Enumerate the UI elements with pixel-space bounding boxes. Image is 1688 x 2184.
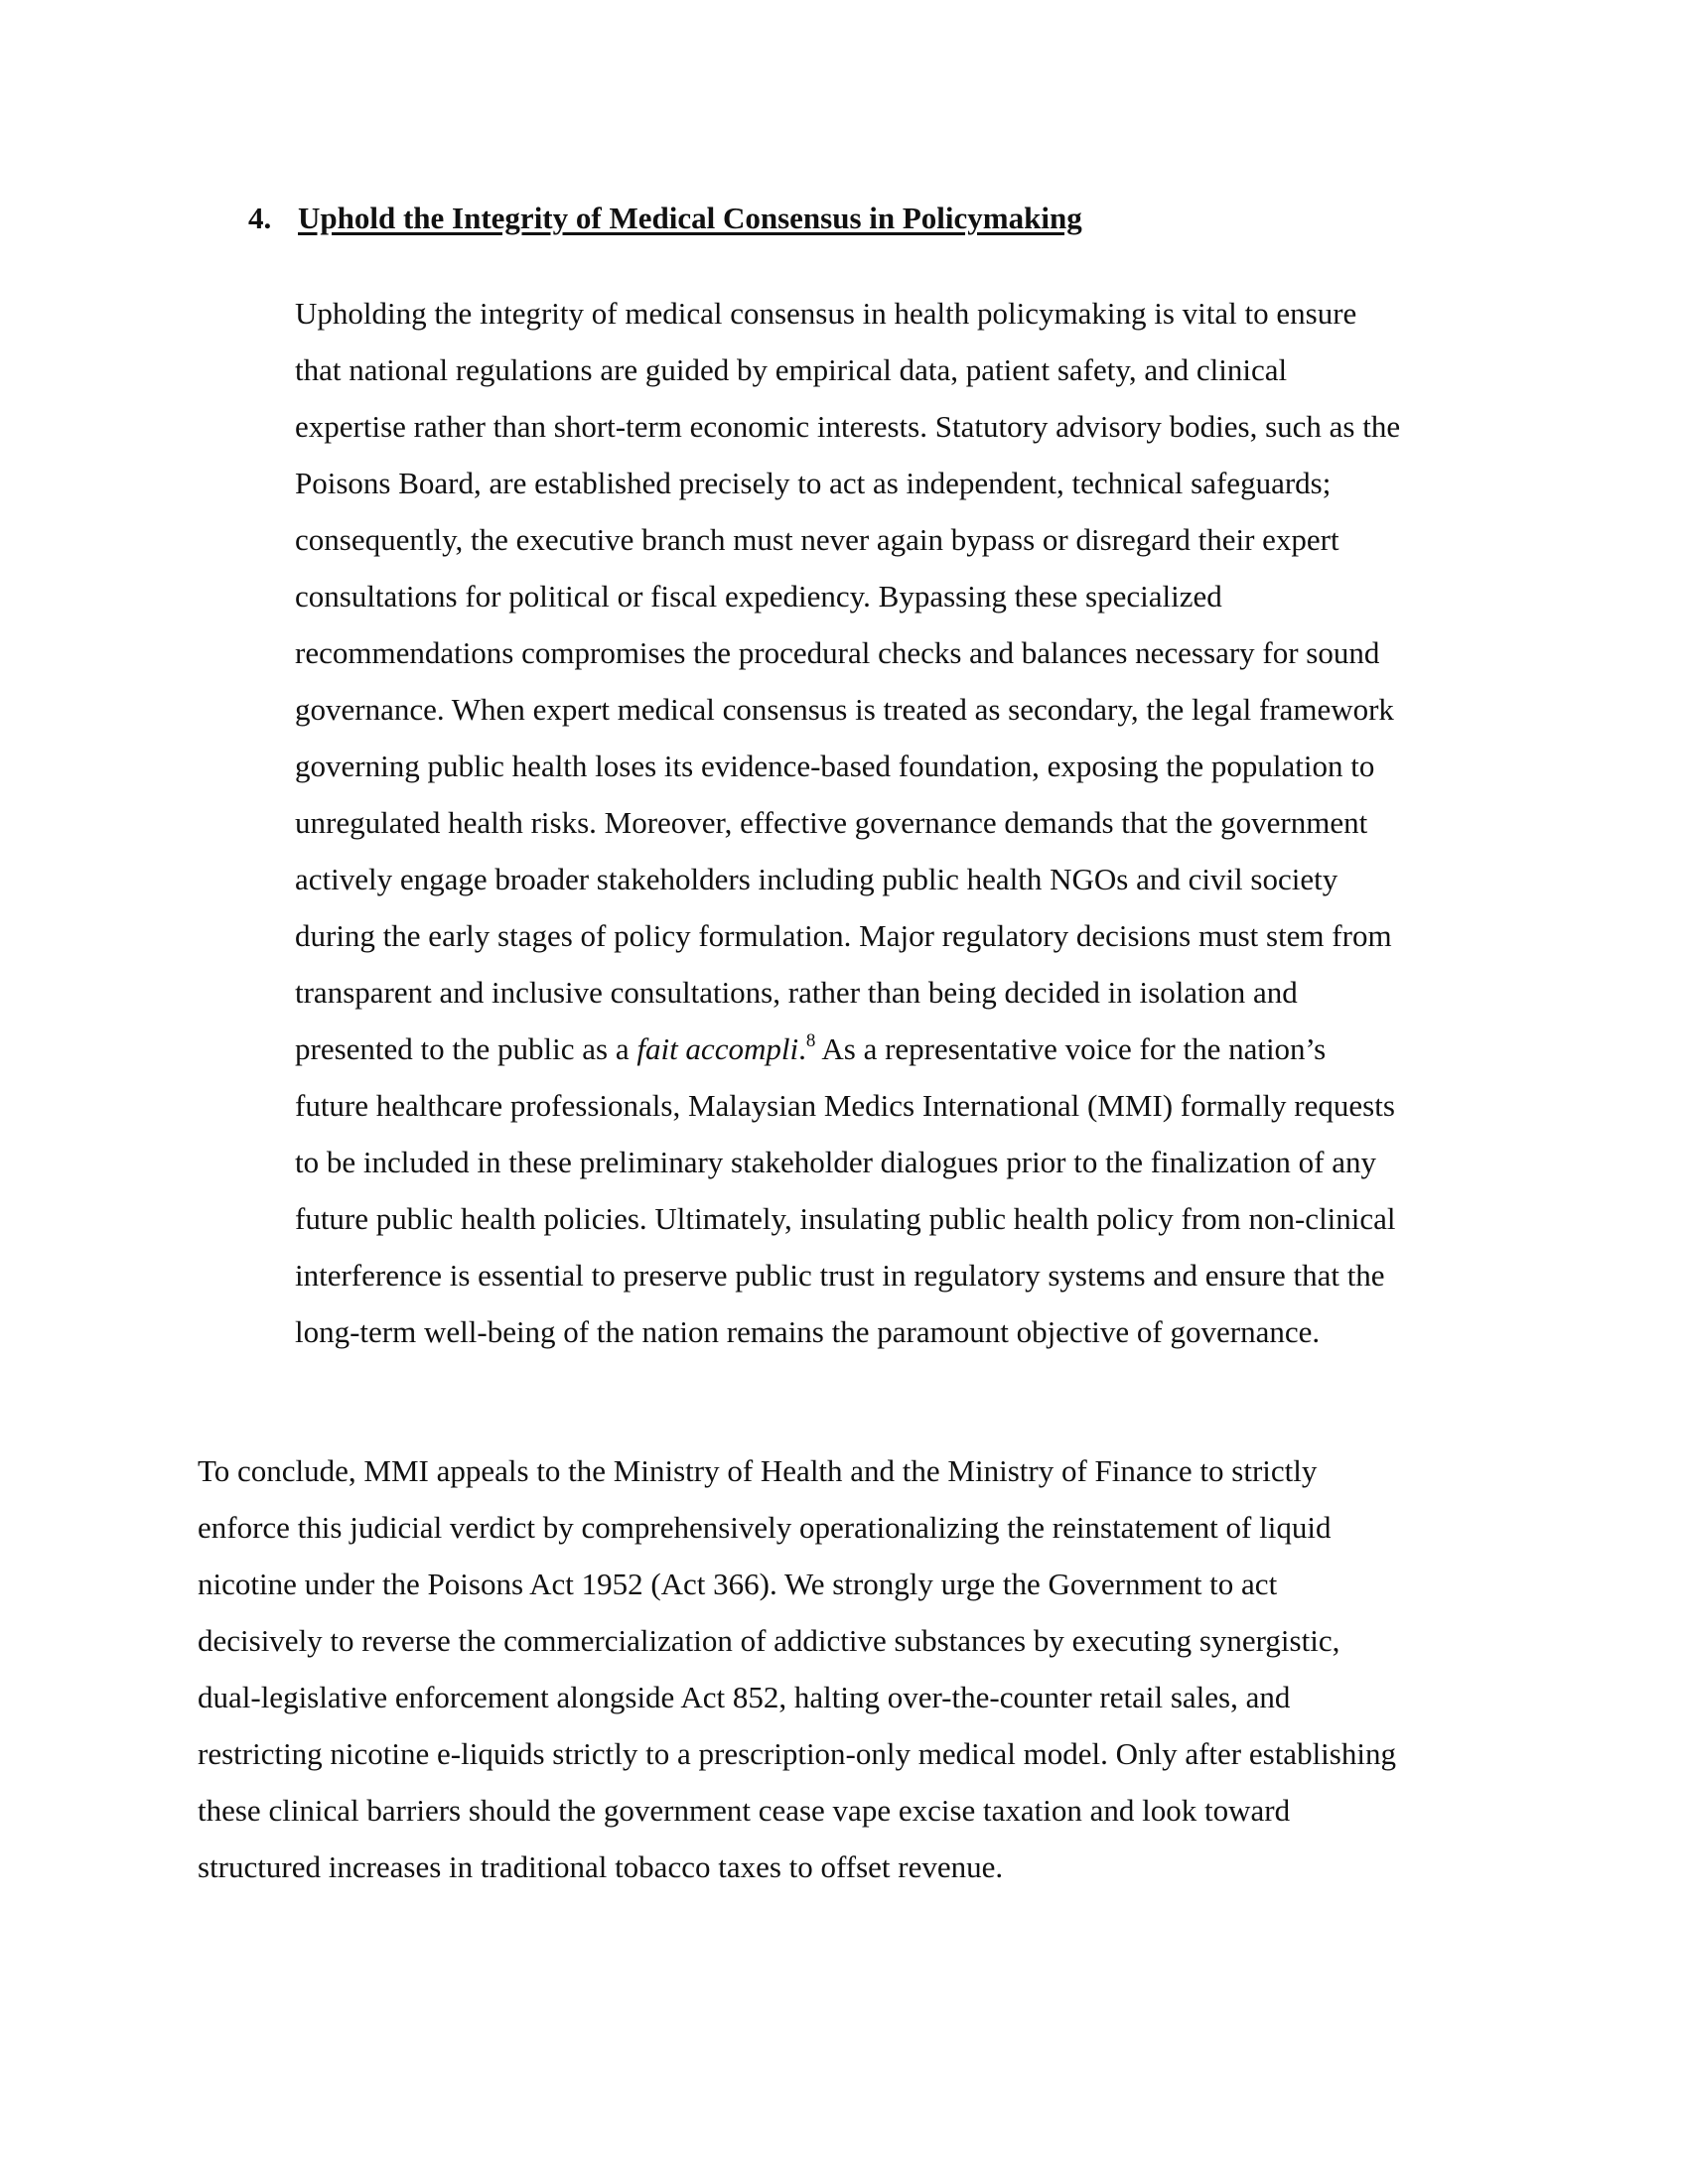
line-text-before: presented to the public as a <box>295 1031 637 1066</box>
section-title: Uphold the Integrity of Medical Consensus in Policymaking <box>298 201 1082 235</box>
section-line: that national regulations are guided by empirical data, patient safety, and clinical <box>295 352 1288 387</box>
section-line: consultations for political or fiscal expediency. Bypassing these specialized <box>295 579 1222 614</box>
conclusion-line: decisively to reverse the commercialization of addictive substances by executing synergistic, <box>198 1623 1340 1658</box>
section-line: during the early stages of policy formulation. Major regulatory decisions must stem from <box>295 918 1392 953</box>
section-line: governance. When expert medical consensus is treated as secondary, the legal framework <box>295 692 1394 727</box>
section-line: consequently, the executive branch must never again bypass or disregard their expert <box>295 522 1339 557</box>
footnote-marker: 8 <box>805 1030 816 1051</box>
section-line: to be included in these preliminary stakeholder dialogues prior to the finalization of any <box>295 1145 1376 1179</box>
section-line-with-footnote <box>295 1029 1326 1069</box>
conclusion-line: dual-legislative enforcement alongside Act 852, halting over-the-counter retail sales, and <box>198 1680 1291 1714</box>
section-line: expertise rather than short-term economic interests. Statutory advisory bodies, such as the <box>295 409 1401 444</box>
conclusion-line: these clinical barriers should the government cease vape excise taxation and look toward <box>198 1793 1291 1828</box>
section-line: long-term well-being of the nation remains the paramount objective of governance. <box>295 1314 1321 1349</box>
conclusion-line: To conclude, MMI appeals to the Ministry of Health and the Ministry of Finance to strictly <box>198 1453 1318 1488</box>
section-line: actively engage broader stakeholders including public health NGOs and civil society <box>295 862 1338 896</box>
conclusion-line: structured increases in traditional tobacco taxes to offset revenue. <box>198 1849 1004 1884</box>
section-line: interference is essential to preserve public trust in regulatory systems and ensure that the <box>295 1258 1385 1293</box>
line-period: . <box>798 1031 806 1066</box>
section-line: governing public health loses its evidence-based foundation, exposing the population to <box>295 749 1375 783</box>
section-line: Upholding the integrity of medical consensus in health policymaking is vital to ensure <box>295 296 1357 331</box>
conclusion-line: restricting nicotine e-liquids strictly to a prescription-only medical model. Only after establishing <box>198 1736 1396 1771</box>
section-line: Poisons Board, are established precisely to act as independent, technical safeguards; <box>295 466 1332 500</box>
line-text-after: As a representative voice for the nation’s <box>815 1031 1327 1066</box>
section-heading <box>248 199 1082 238</box>
section-number: 4. <box>248 201 272 235</box>
section-line: recommendations compromises the procedural checks and balances necessary for sound <box>295 635 1380 670</box>
section-line: unregulated health risks. Moreover, effective governance demands that the government <box>295 805 1368 840</box>
conclusion-line: enforce this judicial verdict by comprehensively operationalizing the reinstatement of liquid <box>198 1510 1332 1545</box>
section-line: future public health policies. Ultimately, insulating public health policy from non-clinical <box>295 1201 1396 1236</box>
section-line: transparent and inclusive consultations, rather than being decided in isolation and <box>295 975 1298 1010</box>
conclusion-line: nicotine under the Poisons Act 1952 (Act 366). We strongly urge the Government to act <box>198 1567 1278 1601</box>
italic-phrase: fait accompli <box>636 1031 799 1066</box>
section-line: future healthcare professionals, Malaysian Medics International (MMI) formally requests <box>295 1088 1395 1123</box>
